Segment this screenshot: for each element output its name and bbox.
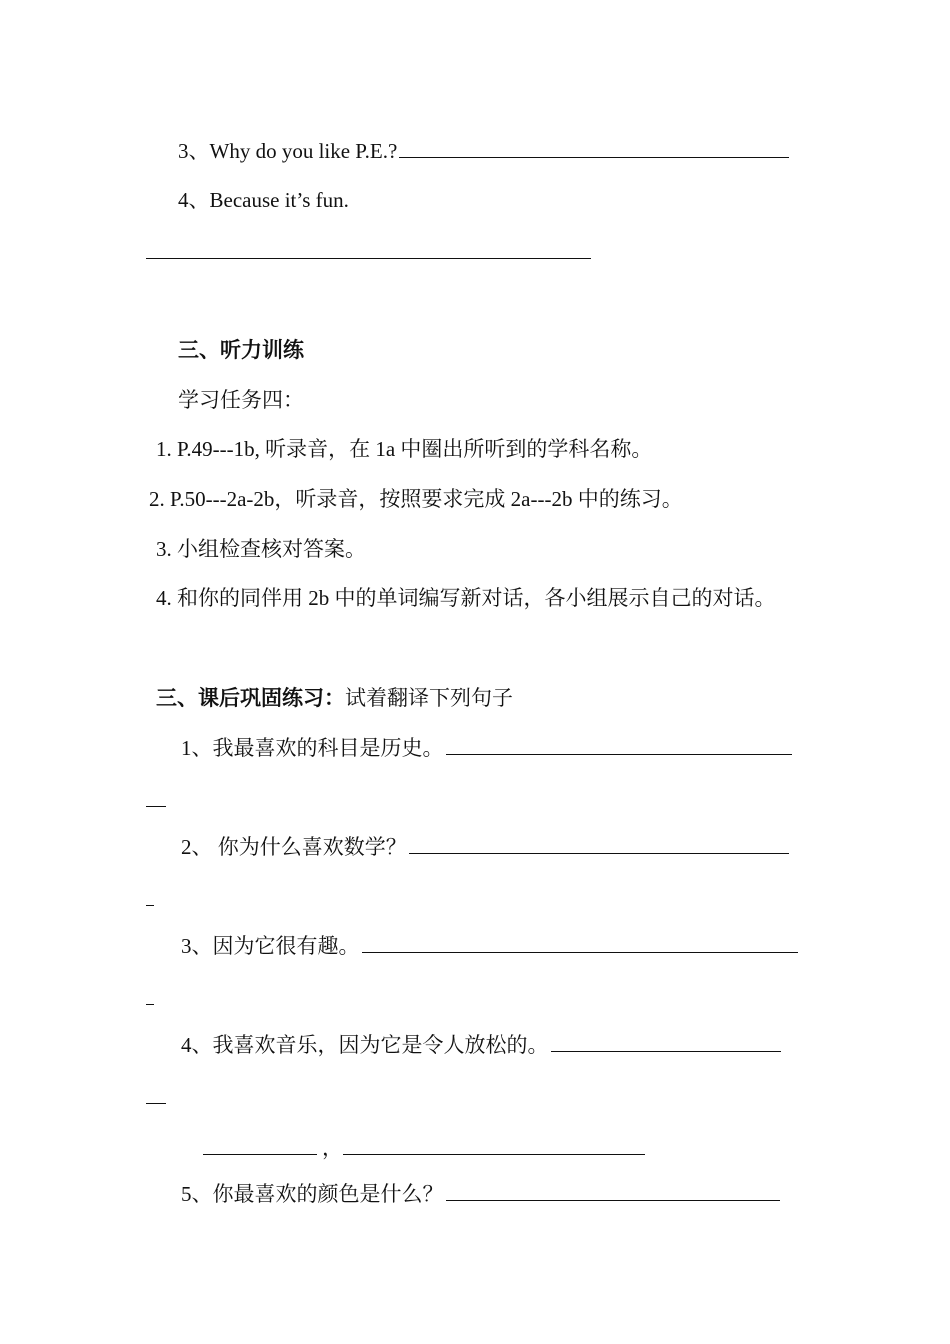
sentence-3: [181, 936, 798, 957]
homework-heading-row: [156, 688, 513, 709]
listening-item-1: 1. P.49---1b, 听录音，在 1a 中圈出所听到的学科名称。: [156, 437, 653, 461]
sentence-4-comma: ，: [322, 1136, 343, 1160]
listening-item-3: 3. 小组检查核对答案。: [156, 537, 366, 561]
sentence-3-text: 3、因为它很有趣。: [181, 934, 360, 958]
question-3: [178, 141, 789, 162]
homework-instruction: 试着翻译下列句子: [345, 686, 513, 710]
sentence-5-answer-blank[interactable]: [446, 1199, 780, 1201]
sentence-1: [181, 738, 792, 759]
sentence-5: [181, 1184, 780, 1205]
question-3-text: 3、Why do you like P.E.?: [178, 139, 398, 163]
sentence-4-fill-blank-left[interactable]: [203, 1154, 317, 1155]
listening-item-2: 2. P.50---2a-2b，听录音，按照要求完成 2a---2b 中的练习。: [149, 487, 683, 511]
question-4-answer-blank[interactable]: [146, 258, 591, 259]
question-3-answer-blank[interactable]: [399, 156, 789, 158]
sentence-2-text: 2、 你为什么喜欢数学？: [181, 835, 407, 859]
sentence-1-answer-blank[interactable]: [446, 753, 792, 755]
sentence-1-answer-continuation[interactable]: [146, 806, 166, 807]
sentence-5-text: 5、你最喜欢的颜色是什么？: [181, 1182, 444, 1206]
listening-item-4: 4. 和你的同伴用 2b 中的单词编写新对话，各小组展示自己的对话。: [156, 586, 776, 610]
homework-heading: 三、课后巩固练习：: [156, 686, 345, 710]
sentence-4-text: 4、我喜欢音乐，因为它是令人放松的。: [181, 1033, 549, 1057]
question-4-text: 4、Because it’s fun.: [178, 188, 349, 212]
sentence-2-answer-blank[interactable]: [409, 852, 789, 854]
listening-heading: 三、听力训练: [178, 338, 304, 362]
sentence-4-answer-continuation[interactable]: [146, 1103, 166, 1104]
sentence-4-fill-blank-right[interactable]: [343, 1154, 645, 1155]
sentence-1-text: 1、我最喜欢的科目是历史。: [181, 736, 444, 760]
sentence-3-answer-continuation[interactable]: [146, 1004, 154, 1005]
sentence-2: [181, 837, 789, 858]
task-title: 学习任务四：: [178, 388, 304, 412]
sentence-4: [181, 1035, 781, 1056]
sentence-4-answer-blank[interactable]: [551, 1050, 781, 1052]
question-4: [178, 190, 349, 211]
sentence-3-answer-blank[interactable]: [362, 951, 798, 953]
sentence-2-answer-continuation[interactable]: [146, 905, 154, 906]
